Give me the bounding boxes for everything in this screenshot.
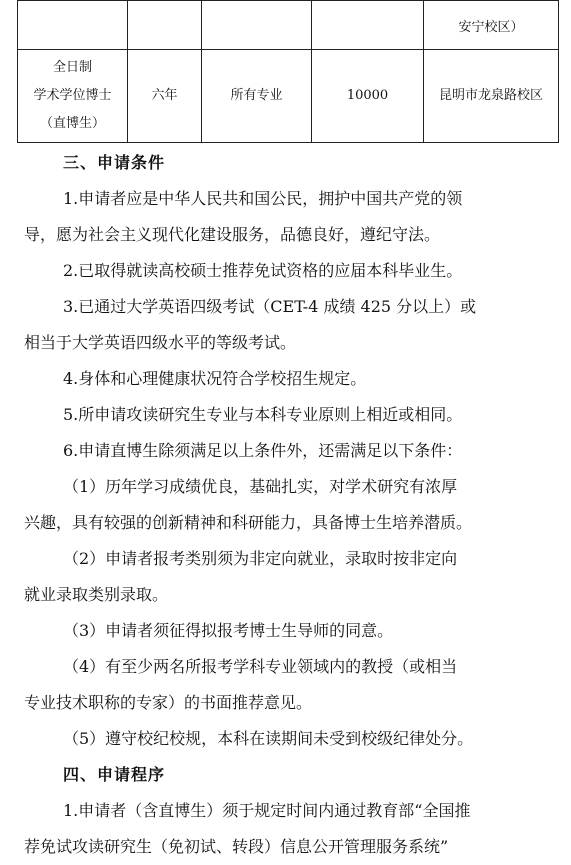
paragraph-line: 导，愿为社会主义现代化建设服务，品德良好，遵纪守法。: [24, 225, 441, 244]
program-type-line: 学术学位博士: [33, 88, 112, 103]
section-heading: 三、申请条件: [63, 153, 166, 172]
paragraph-line: 3.已通过大学英语四级考试（CET-4 成绩 425 分以上）或: [63, 297, 477, 316]
campus-cell: 昆明市龙泉路校区: [424, 50, 559, 143]
paragraph-line: 2.已取得就读高校硕士推荐免试资格的应届本科毕业生。: [63, 261, 463, 280]
table-cell: [128, 1, 202, 50]
paragraph-line: 5.所申请攻读研究生专业与本科专业原则上相近或相同。: [63, 405, 463, 424]
table-cell: [18, 1, 128, 50]
paragraph-line: 6.申请直博生除须满足以上条件外，还需满足以下条件：: [63, 441, 463, 460]
paragraph-line: （2）申请者报考类别须为非定向就业，录取时按非定向: [63, 549, 458, 568]
table-cell: [312, 1, 424, 50]
paragraph-line: 1.申请者（含直博生）须于规定时间内通过教育部“全国推: [63, 801, 471, 820]
paragraph-line: 1.申请者应是中华人民共和国公民，拥护中国共产党的领: [63, 189, 463, 208]
paragraph-line: （4）有至少两名所报考学科专业领域内的教授（或相当: [63, 657, 458, 676]
paragraph-line: 兴趣，具有较强的创新精神和科研能力，具备博士生培养潜质。: [24, 513, 473, 532]
table-row: [18, 50, 559, 143]
table-row: [18, 1, 559, 50]
paragraph-line: 专业技术职称的专家）的书面推荐意见。: [24, 693, 313, 712]
paragraph-line: 4.身体和心理健康状况符合学校招生规定。: [63, 369, 367, 388]
fee-cell: 10000: [312, 50, 424, 143]
paragraph-line: 就业录取类别录取。: [24, 585, 169, 604]
paragraph-line: 荐免试攻读研究生（免初试、转段）信息公开管理服务系统”: [24, 837, 449, 856]
program-type-cell: [18, 50, 128, 143]
paragraph-line: （5）遵守校纪校规，本科在读期间未受到校级纪律处分。: [63, 729, 474, 748]
program-type-line: （直博生）: [39, 116, 105, 131]
paragraph-line: 相当于大学英语四级水平的等级考试。: [24, 333, 297, 352]
paragraph-line: （3）申请者须征得拟报考博士生导师的同意。: [63, 621, 394, 640]
campus-cell: [424, 1, 559, 50]
section-heading: 四、申请程序: [63, 765, 166, 784]
paragraph-line: （1）历年学习成绩优良，基础扎实，对学术研究有浓厚: [63, 477, 458, 496]
major-cell: 所有专业: [202, 50, 312, 143]
duration-cell: 六年: [128, 50, 202, 143]
program-table: [17, 0, 559, 143]
table-cell: [202, 1, 312, 50]
campus-tail: 安宁校区）: [458, 20, 524, 35]
program-type-line: 全日制: [52, 60, 92, 75]
